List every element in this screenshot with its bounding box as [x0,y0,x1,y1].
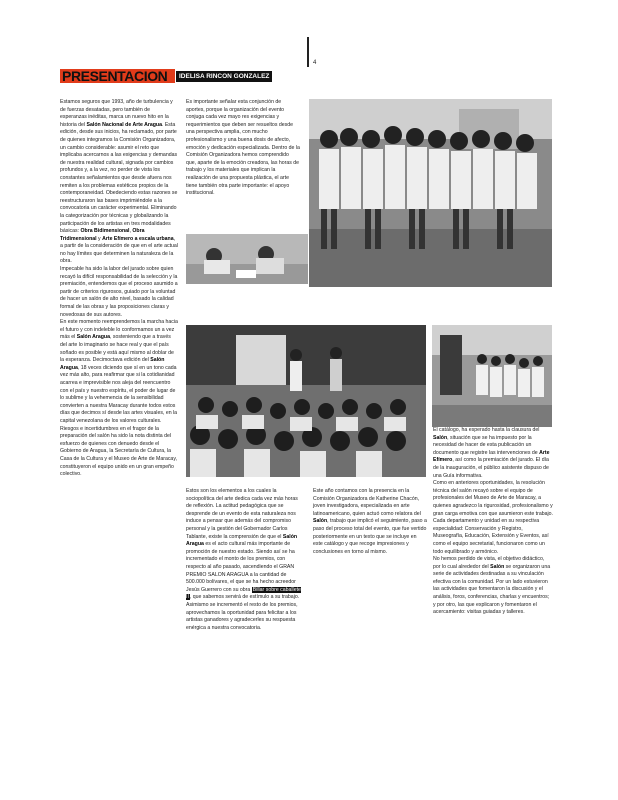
text-run: Estamos seguros que 1993, año de turbulencia y de fuerzas desatadas, pero también de esperanzas inéditas, marca un nuevo hito en la historia del [60,99,173,128]
highlighted-run: Billar sobre caballete II [186,586,301,601]
paragraph-6 [313,488,427,556]
bold-run: Salón [433,434,448,441]
text-run: es el acto cultural más importante de promoción de nuestro estado. Siendo así se ha incrementado el monto de los premios, con respecto al año pasado, ascendiendo el GRAN PREMIO SALON ARAGUA a la cantidad de 500.000 bolívares, el que se ha hecho acreedor Jesús Guerrero con su obra [186,541,296,593]
bold-run: Salón Aragua [186,533,298,548]
bold-run: Salón Aragua [60,357,165,371]
text-run: , así como la premiación del jurado. El día de la inauguración, el público asistente dispuso de una Guía informativa. [433,457,549,479]
text-run: se organizaron una serie de actividades destinadas a su vinculación efectiva con la comunidad. Por un lado estuvieron las actividades que fomentaron la discusión y el análisis, foros, conferencias, charlas y encuentros; y por otro, las que explicaron y fomentaron el acercamiento: visitas guiadas y talleres. [433,563,551,616]
paragraph-4 [186,99,300,198]
text-run: , [129,228,133,235]
bold-run: Salón [313,518,328,525]
text-run: , situación que se ha impuesto por la necesidad de hacer de esta publicación un documento que registre las intervenciones de [433,434,540,456]
photo-children-group [309,99,552,287]
text-run: , trabajo que implicó el seguimiento, paso a paso del proceso total del evento, que fue vertido posteriormente en un texto que se incluye en este catálogo y que recoge impresiones y conclusiones en torno al mismo. [313,518,427,555]
paragraph-5 [186,488,304,632]
paragraph-7 [433,427,553,480]
body-column-2 [186,99,300,198]
page-divider-rule [307,37,309,67]
text-run: , a partir de la consideración de que en el arte actual no hay límites que determinen la naturaleza de la obra. [60,235,178,265]
text-run: Es importante señalar esta conjunción de aportes, porque la organización del evento conjuga cada vez mayo res exigencias y requerimientos que deben ser resueltos desde una perspectiva amplia, con mucho profesionalismo y una buena dosis de afecto, emoción y dedicación especializada. Dentro de la Comisión Organizadora hemos comprendido que, aparte de la emoción creadora, las horas de trabajo y los materiales que implican la realización de una propuesta plástica, el arte tiene también otra parte importante: el apoyo institucional. [186,99,300,197]
photo-gallery-visitors [432,325,552,427]
text-run: En este momento reemprendemos la marcha hacia el futuro y con indeleble lo conformamos un a vez más el [60,319,178,341]
text-run: No hemos perdido de vista, el objetivo didáctico, por lo cual alrededor del [433,556,545,570]
text-run: . Esta edición, desde sus inicios, ha reclamado, por parte de quienes integramos la Comisión Organizadora, un cambio considerable: asumir el reto que implicaba acercarnos a las exigencias y demandas de nuestra realidad cultural, signada por cambios profundos y, a la vez, no perder de vista los constantes señalamientos que desde afuera nos remiten a los problemas estéticos propios de la contemporaneidad. Obedeciendo estas razones se reestructuraron las bases imprimiéndole a la convocatoria un carácter experimental. Eliminando la categorización por técnicas y globalizando la participación de los artistas en tres modalidades básicas: [60,121,178,235]
text-run: Como en anteriores oportunidades, la resolución técnica del salón recayó sobre el equipo de profesionales del Museo de Arte de Maracay, a quienes agradezco la rigurosidad, profesionalismo y gran carga emotiva con que asumieron este trabajo. Cada departamento y unidad en su respectiva especialidad: Conservación y Registro, Museografía, Educación, Extensión y Eventos, así como el equipo secretarial, funcionaron como un todo equilibrado y armónico. [433,480,553,555]
bold-run: Obra Bidimensional [80,228,130,235]
text-run: , 18 veces diciendo que sí en un tono cada vez más alto, para reafirmar que si la cotidianidad acarrea e imprevisible nos aleja del reencuentro con el país y nuestro espíritu, el poder de lugar de lo sublime y la vehemencia de la sensibilidad convierten a nuestra Maracay durante todos estos días que decimos sí desde las artes visuales, en la capital venezolana de los valores culturales. Riesgos e incertidumbres en el fragor de la preparación del salón ha sido la nota distinta del esfuerzo de quienes con denuedo desde el Gobierno de Aragua, la Secretaría de Cultura, la Casa de la Cultura y el Museo de Arte de Maracay, constituyeron el equipo unido en un gran empeño colectivo. [60,364,178,478]
body-column-5 [433,427,553,617]
author-byline: IDELISA RINCON GONZALEZ [176,71,272,82]
bold-run: Arte Efímero a escala urbana [102,235,174,242]
text-run: , que sabemos servirá de estímulo a su trabajo. Asimismo se incrementó el resto de los premios, aprovechamos la oportunidad para felicitar a los artistas ganadores y agradecerles su respuesta enérgica a nuestra convocatoria. [186,594,300,631]
paragraph-1 [60,99,178,266]
bold-run: Arte Efímero [433,449,550,464]
text-run: y [96,235,103,242]
bold-run: Salón Nacional de Arte Aragua [86,121,162,128]
bold-run: Obra Tridimensional [60,228,145,242]
photo-children-seated-audience [186,325,426,477]
text-run: Este año contamos con la presencia en la Comisión Organizadora de Katherine Chacón, joven investigadora, especializada en arte latinoamericano, quien actuó como relatora del [313,488,421,517]
body-column-1 [60,99,178,479]
text-run: Impecable ha sido la labor del jurado sobre quien recayó la difícil responsabilidad de la selección y la premiación, entendemos que el proceso asumido a partir de criterios rigurosos, guiado por la voluntad de hacer un salón de alto nivel, basado la calidad formal de las obras y las proposiciones claras y novedosas de sus autores. [60,266,178,318]
bold-run: Salón Aragua [76,334,110,341]
bold-run: Salón [490,563,505,570]
paragraph-2 [60,266,178,319]
text-run: Estos son los elementos a los cuales la sociopolítica del arte dedica cada vez más horas de reflexión. La actitud pedagógica que se desprende de un evento de esta naturaleza nos induce a pensar que además del compromiso personal y la gestión del Gobernador Carlos Tablante, existe la comprensión de que el [186,488,298,540]
photo-children-drawing-floor [186,234,308,284]
paragraph-3 [60,319,178,478]
page-title: PRESENTACION [62,68,168,84]
paragraph-8 [433,480,553,556]
text-run: , sosteniendo que a través del arte lo imaginario se hace real y que el país soñado es posible y está aquí mismo al doblar de la esperanza. Decimoctava edición del [60,334,174,364]
page-number: 4 [313,60,317,66]
paragraph-9 [433,556,553,617]
body-column-4 [313,488,427,556]
text-run: El catálogo, ha esperado hasta la clausura del [433,427,540,433]
body-column-3 [186,488,304,632]
